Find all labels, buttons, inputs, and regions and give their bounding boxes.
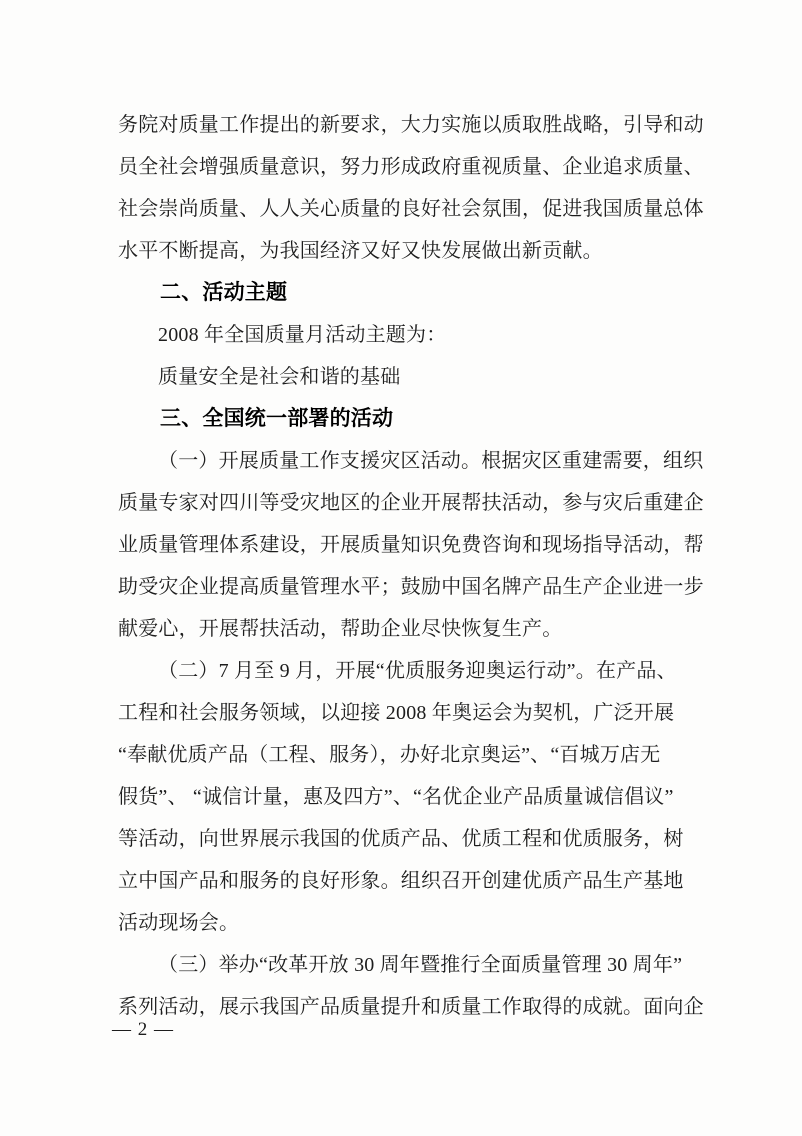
section-heading-national-activities: 三、全国统一部署的活动 <box>160 407 394 430</box>
text-line: 质量安全是社会和谐的基础 <box>158 366 401 388</box>
text-line: 员全社会增强质量意识，努力形成政府重视质量、企业追求质量、 <box>118 156 704 178</box>
paragraph-item-1 <box>118 440 702 650</box>
paragraph-continuation <box>118 104 702 272</box>
paragraph-item-3 <box>118 944 702 1028</box>
text-line: 立中国产品和服务的良好形象。组织召开创建优质产品生产基地 <box>118 870 684 892</box>
text-line: 助受灾企业提高质量管理水平；鼓励中国名牌产品生产企业进一步 <box>118 576 704 598</box>
text-line: （一）开展质量工作支援灾区活动。根据灾区重建需要，组织 <box>158 450 704 472</box>
text-line: 务院对质量工作提出的新要求，大力实施以质取胜战略，引导和动 <box>118 114 704 136</box>
text-line: “奉献优质产品（工程、服务），办好北京奥运”、“百城万店无 <box>118 744 661 766</box>
text-line: （二）7 月至 9 月，开展“优质服务迎奥运行动”。在产品、 <box>158 660 677 682</box>
paragraph-item-2 <box>118 650 702 944</box>
text-line: 活动现场会。 <box>118 912 240 934</box>
text-line: （三）举办“改革开放 30 周年暨推行全面质量管理 30 周年” <box>158 954 683 976</box>
text-line: 业质量管理体系建设，开展质量知识免费咨询和现场指导活动，帮 <box>118 534 704 556</box>
text-line: 水平不断提高，为我国经济又好又快发展做出新贡献。 <box>118 240 603 262</box>
section-heading-activity-theme: 二、活动主题 <box>160 281 288 304</box>
paragraph-theme-statement <box>118 356 702 398</box>
paragraph-theme-intro <box>118 314 702 356</box>
page-number: — 2 — <box>112 1019 174 1040</box>
text-line: 质量专家对四川等受灾地区的企业开展帮扶活动，参与灾后重建企 <box>118 492 704 514</box>
text-line: 献爱心，开展帮扶活动，帮助企业尽快恢复生产。 <box>118 618 563 640</box>
text-line: 社会崇尚质量、人人关心质量的良好社会氛围，促进我国质量总体 <box>118 198 704 220</box>
text-line: 系列活动，展示我国产品质量提升和质量工作取得的成就。面向企 <box>118 996 704 1018</box>
text-line: 等活动，向世界展示我国的优质产品、优质工程和优质服务，树 <box>118 828 684 850</box>
text-line: 工程和社会服务领域，以迎接 2008 年奥运会为契机，广泛开展 <box>118 702 675 724</box>
text-line: 2008 年全国质量月活动主题为： <box>158 324 447 346</box>
text-line: 假货”、 “诚信计量，惠及四方”、“名优企业产品质量诚信倡议” <box>118 786 674 808</box>
document-content <box>118 104 702 1028</box>
